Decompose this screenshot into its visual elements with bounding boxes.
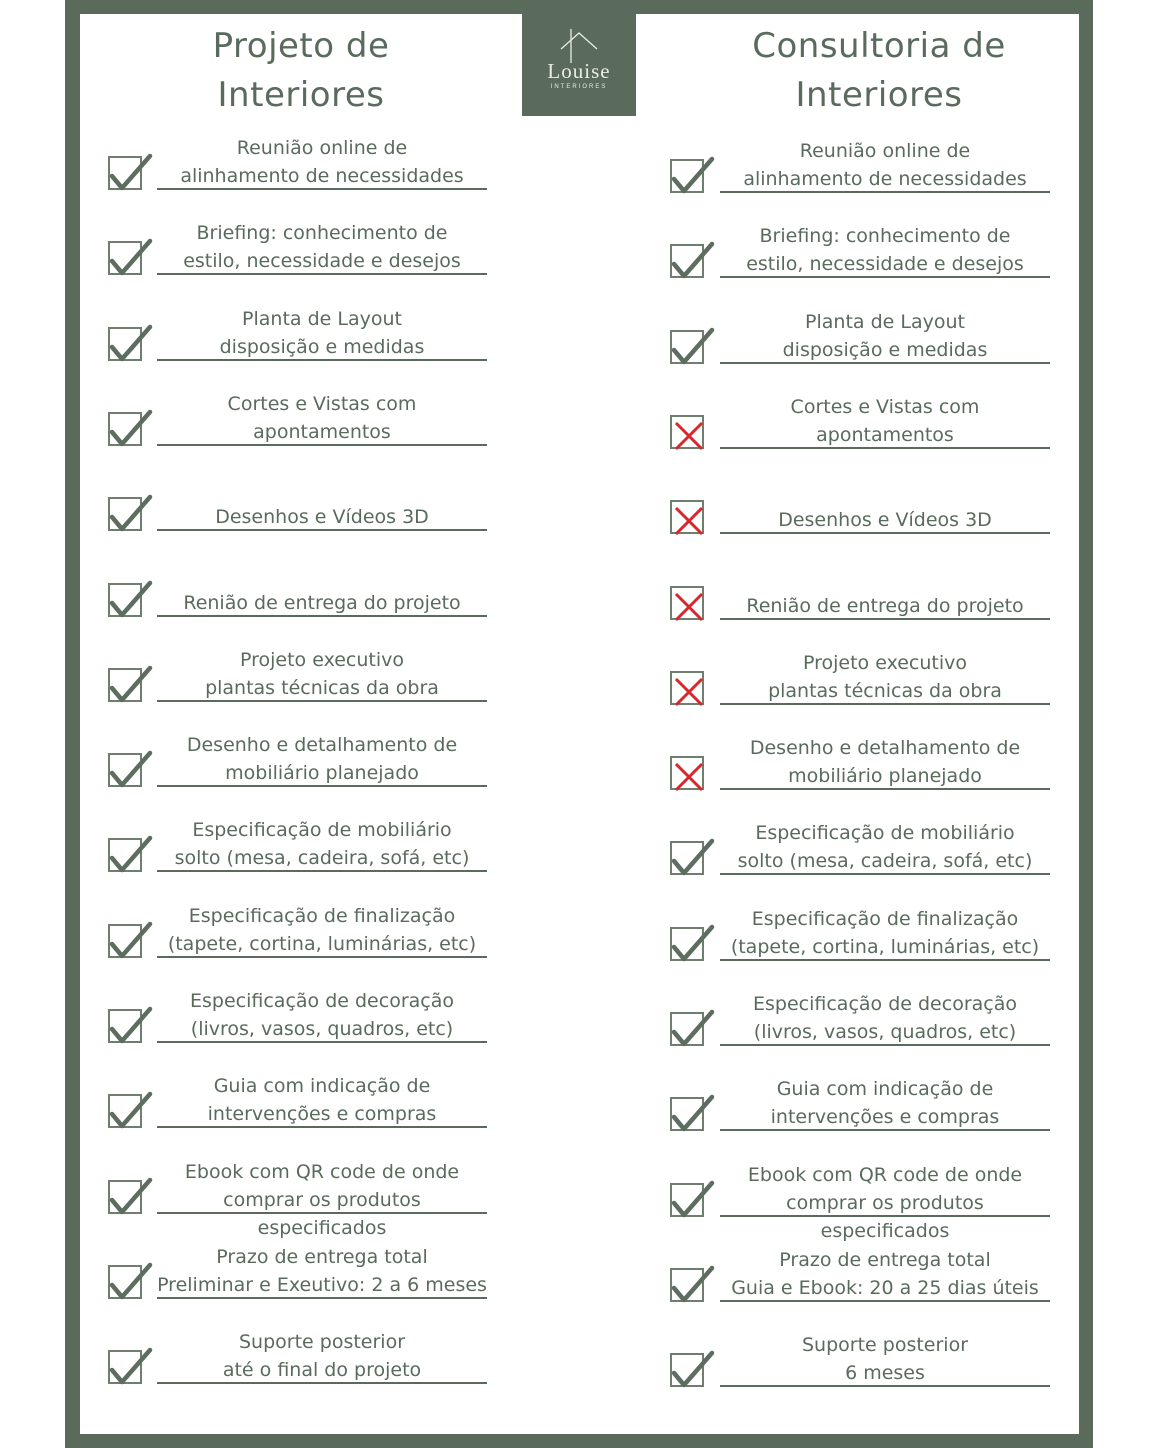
item-line1: Cortes e Vistas com xyxy=(790,396,980,418)
check-box-icon xyxy=(670,159,704,193)
item-underline xyxy=(720,1215,1050,1217)
item-line2: até o final do projeto xyxy=(222,1359,422,1381)
item-line2: estilo, necessidade e desejos xyxy=(183,250,461,272)
item-line1: Especificação de mobiliário xyxy=(755,822,1015,844)
item-line2: Guia e Ebook: 20 a 25 dias úteis xyxy=(731,1277,1039,1299)
list-item xyxy=(0,1163,1158,1242)
item-line1: Ebook com QR code de onde xyxy=(747,1164,1023,1186)
list-item xyxy=(0,651,1158,721)
item-text xyxy=(720,734,1050,790)
item-line1: Briefing: conhecimento de xyxy=(196,222,448,244)
item-line1: Reunião online de xyxy=(799,140,971,162)
item-line1: Briefing: conhecimento de xyxy=(759,225,1011,247)
item-underline xyxy=(720,532,1050,534)
list-item xyxy=(0,907,1158,977)
item-line1: Especificação de finalização xyxy=(188,905,456,927)
item-line2: Renião de entrega do projeto xyxy=(746,595,1024,617)
item-underline xyxy=(720,1129,1050,1131)
list-item xyxy=(0,480,1158,550)
item-text xyxy=(720,819,1050,875)
item-line2: (livros, vasos, quadros, etc) xyxy=(753,1021,1017,1043)
item-line1: Suporte posterior xyxy=(238,1331,406,1353)
item-line2: comprar os produtos especificados xyxy=(223,1189,421,1239)
item-line1: Projeto executivo xyxy=(239,649,404,671)
item-line1: Suporte posterior xyxy=(801,1334,969,1356)
item-line2: (tapete, cortina, luminárias, etc) xyxy=(730,936,1040,958)
item-text xyxy=(720,478,1050,534)
cross-box-icon xyxy=(670,586,704,620)
brand-subtitle: INTERIORES xyxy=(550,83,608,90)
check-box-icon xyxy=(670,1268,704,1302)
check-box-icon xyxy=(670,841,704,875)
item-underline xyxy=(720,1044,1050,1046)
list-item xyxy=(0,224,1158,294)
item-line2: alinhamento de necessidades xyxy=(743,168,1027,190)
item-underline xyxy=(720,873,1050,875)
item-line1: Cortes e Vistas com xyxy=(227,393,417,415)
item-line2: Desenhos e Vídeos 3D xyxy=(778,509,992,531)
item-line1: Prazo de entrega total xyxy=(779,1249,991,1271)
check-box-icon xyxy=(670,1097,704,1131)
item-underline xyxy=(720,959,1050,961)
item-text xyxy=(720,905,1050,961)
brand-logo xyxy=(522,0,636,116)
item-line2: intervenções e compras xyxy=(207,1103,437,1125)
item-text xyxy=(720,1075,1050,1131)
item-underline xyxy=(720,703,1050,705)
cross-box-icon xyxy=(670,671,704,705)
item-line2: solto (mesa, cadeira, sofá, etc) xyxy=(737,850,1033,872)
item-line1: Guia com indicação de xyxy=(213,1075,431,1097)
item-underline xyxy=(720,191,1050,193)
cross-box-icon xyxy=(670,500,704,534)
check-box-icon xyxy=(670,1183,704,1217)
item-text xyxy=(720,222,1050,278)
item-line1: Especificação de mobiliário xyxy=(192,819,452,841)
item-line2: apontamentos xyxy=(253,421,391,443)
item-underline xyxy=(720,1300,1050,1302)
item-line2: alinhamento de necessidades xyxy=(180,165,464,187)
item-line2: (livros, vasos, quadros, etc) xyxy=(190,1018,454,1040)
item-line1: Prazo de entrega total xyxy=(216,1246,428,1268)
item-line1: Especificação de decoração xyxy=(753,993,1017,1015)
brand-name: Louise xyxy=(547,58,611,83)
item-line1: Planta de Layout xyxy=(805,311,965,333)
list-item xyxy=(0,736,1158,806)
item-underline xyxy=(720,362,1050,364)
item-line2: plantas técnicas da obra xyxy=(205,677,439,699)
item-line2: mobiliário planejado xyxy=(225,762,419,784)
item-text xyxy=(720,1246,1050,1302)
list-item xyxy=(0,1248,1158,1318)
list-item xyxy=(0,992,1158,1062)
item-line2: 6 meses xyxy=(845,1362,925,1384)
item-line1 xyxy=(720,564,1050,592)
item-line1 xyxy=(720,478,1050,506)
check-box-icon xyxy=(670,330,704,364)
item-line2: solto (mesa, cadeira, sofá, etc) xyxy=(174,847,470,869)
item-text xyxy=(720,393,1050,449)
list-item xyxy=(0,1333,1158,1403)
item-line1: Projeto executivo xyxy=(802,652,967,674)
item-line2: disposição e medidas xyxy=(219,336,425,358)
list-item xyxy=(0,1077,1158,1147)
cross-box-icon xyxy=(670,415,704,449)
cross-box-icon xyxy=(670,756,704,790)
item-text xyxy=(720,308,1050,364)
list-item xyxy=(0,139,1158,209)
item-text xyxy=(720,1331,1050,1387)
item-text xyxy=(720,137,1050,193)
item-line2: mobiliário planejado xyxy=(788,765,982,787)
item-underline xyxy=(720,618,1050,620)
check-box-icon xyxy=(670,244,704,278)
item-line2: apontamentos xyxy=(816,424,954,446)
item-line2: disposição e medidas xyxy=(782,339,988,361)
item-line2: intervenções e compras xyxy=(770,1106,1000,1128)
item-line2: Desenhos e Vídeos 3D xyxy=(215,506,429,528)
check-box-icon xyxy=(670,1012,704,1046)
item-line2: estilo, necessidade e desejos xyxy=(746,253,1024,275)
item-underline xyxy=(720,1385,1050,1387)
item-underline xyxy=(720,447,1050,449)
item-line2: Renião de entrega do projeto xyxy=(183,592,461,614)
item-text xyxy=(720,1161,1050,1245)
item-line1: Desenho e detalhamento de xyxy=(749,737,1021,759)
item-line2: (tapete, cortina, luminárias, etc) xyxy=(167,933,477,955)
list-item xyxy=(0,395,1158,465)
item-line1: Guia com indicação de xyxy=(776,1078,994,1100)
item-line1: Desenho e detalhamento de xyxy=(186,734,458,756)
column-title-consultoria: Consultoria de Interiores xyxy=(752,26,1006,115)
item-text xyxy=(720,649,1050,705)
item-line2: plantas técnicas da obra xyxy=(768,680,1002,702)
list-item xyxy=(0,566,1158,636)
item-text xyxy=(720,990,1050,1046)
item-line2: comprar os produtos especificados xyxy=(786,1192,984,1242)
item-line1: Especificação de decoração xyxy=(190,990,454,1012)
item-text xyxy=(720,564,1050,620)
column-title-projeto: Projeto de Interiores xyxy=(212,26,390,115)
item-line1: Planta de Layout xyxy=(242,308,402,330)
item-underline xyxy=(720,788,1050,790)
list-item xyxy=(0,310,1158,380)
item-line2: Preliminar e Exeutivo: 2 a 6 meses xyxy=(157,1274,487,1296)
item-line1: Reunião online de xyxy=(236,137,408,159)
list-item xyxy=(0,821,1158,891)
item-line1: Ebook com QR code de onde xyxy=(184,1161,460,1183)
check-box-icon xyxy=(670,1353,704,1387)
item-underline xyxy=(720,276,1050,278)
check-box-icon xyxy=(670,927,704,961)
item-line1: Especificação de finalização xyxy=(751,908,1019,930)
